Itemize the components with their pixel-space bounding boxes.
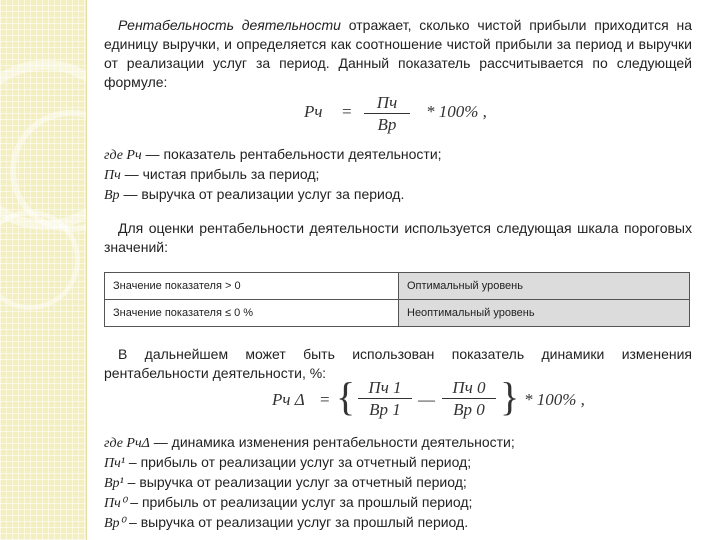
intro-text: отражает, сколько чистой прибыли приходится на единицу выручки, и определяется как соотношение чистой прибыли за период и выручки от реализации услуг за период. Данный показатель рассчитывается по следующей формуле:: [104, 17, 692, 90]
scale-intro: Для оценки рентабельности деятельности используется следующая шкала пороговых значений:: [104, 220, 692, 255]
scale-level: Оптимальный уровень: [399, 273, 690, 300]
formula1-equals: =: [342, 102, 352, 121]
term-profitability: Рентабельность деятельности: [118, 17, 341, 33]
formula1-numerator: Пч: [376, 93, 398, 112]
formula2-equals: =: [320, 390, 330, 409]
legend-row: Вр¹ – выручка от реализации услуг за отчетный период;: [104, 474, 467, 491]
scale-condition: Значение показателя > 0: [105, 273, 399, 300]
legend-row: Пч — чистая прибыль за период;: [104, 166, 320, 183]
formula2-lhs: Рч Δ: [272, 390, 305, 409]
table-row: [105, 273, 690, 300]
formula1-tail: * 100% ,: [426, 102, 487, 121]
formula2-fraction-previous: Пч 0 Вр 0: [442, 378, 496, 419]
legend-row: Пч⁰ – прибыль от реализации услуг за прошлый период;: [104, 494, 473, 511]
legend-row: где РчΔ — динамика изменения рентабельности деятельности;: [104, 434, 515, 451]
fraction-bar: [364, 113, 410, 114]
dynamics-intro: В дальнейшем может быть использован показатель динамики изменения рентабельности деятельности, %:: [104, 346, 692, 381]
intro-paragraph: [104, 16, 692, 92]
formula2-tail: * 100% ,: [524, 390, 585, 409]
scale-condition: Значение показателя ≤ 0 %: [105, 300, 399, 327]
legend-row: Вр⁰ – выручка от реализации услуг за прошлый период.: [104, 514, 469, 531]
formula2-legend: [104, 433, 692, 533]
fraction-bar: [358, 398, 412, 399]
formula1-lhs: Рч: [304, 102, 323, 121]
strip-edge: [86, 0, 87, 540]
decorative-side-strip: [0, 0, 86, 540]
formula1-fraction: [364, 93, 410, 134]
table-row: [105, 300, 690, 327]
formula-profitability: [304, 93, 604, 137]
fraction-bar: [442, 398, 496, 399]
legend-row: где Рч — показатель рентабельности деятельности;: [104, 146, 442, 163]
formula2-fraction-current: Пч 1 Вр 1: [358, 378, 412, 419]
legend-row: Пч¹ – прибыль от реализации услуг за отчетный период;: [104, 454, 472, 471]
formula-dynamics: [272, 374, 672, 428]
formula1-denominator: Вр: [377, 115, 397, 134]
formula1-legend: [104, 145, 692, 205]
threshold-scale-table: [104, 272, 690, 327]
left-brace: {: [336, 374, 356, 419]
scale-level: Неоптимальный уровень: [399, 300, 690, 327]
right-brace: }: [500, 374, 520, 419]
legend-row: Вр — выручка от реализации услуг за период.: [104, 186, 405, 203]
formula2-minus: —: [418, 390, 435, 409]
